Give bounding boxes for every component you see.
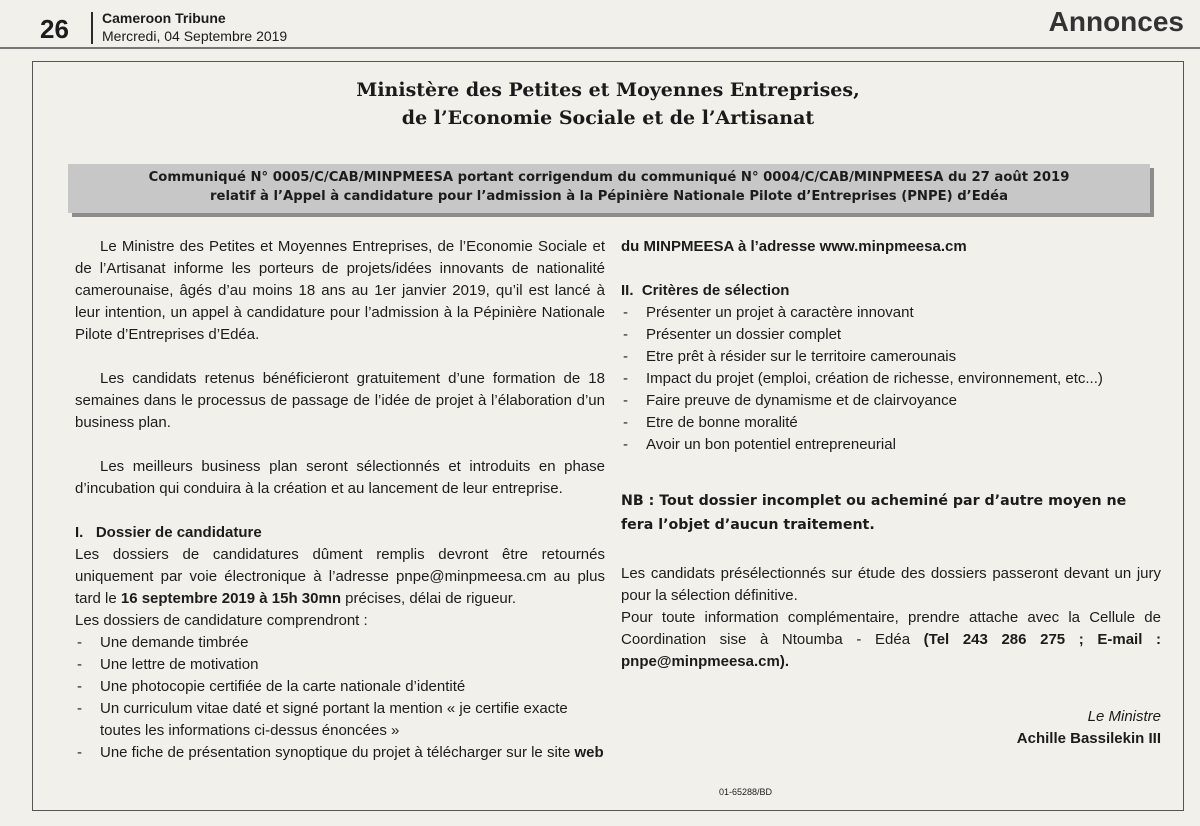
list-item bbox=[75, 742, 605, 764]
ministry-line-1: Ministère des Petites et Moyennes Entreprises, bbox=[356, 79, 860, 101]
intro-paragraph-2: Les candidats retenus bénéficieront gratuitement d’une formation de 18 semaines dans le processus de passage de l’idée de projet à l’élaboration d’un business plan. bbox=[75, 370, 605, 431]
intro-paragraph-3: Les meilleurs business plan seront sélectionnés et introduits en phase d’incubation qui conduira à la création et au lancement de leur entreprise. bbox=[75, 458, 605, 497]
list-item: - Etre de bonne moralité bbox=[621, 412, 1161, 434]
section-title: Annonces bbox=[1048, 6, 1184, 37]
communique-title-line-1: Communiqué N° 0005/C/CAB/MINPMEESA portant corrigendum du communiqué N° 0004/C/CAB/MINPMEESA du 27 août 2019 bbox=[148, 170, 1070, 185]
list-item: - Avoir un bon potentiel entrepreneurial bbox=[621, 434, 1161, 456]
communique-title-line-2: relatif à l’Appel à candidature pour l’admission à la Pépinière Nationale Pilote d’Entreprises (PNPE) d’Edéa bbox=[210, 189, 1008, 204]
page-header bbox=[0, 0, 1200, 48]
section-1-text bbox=[75, 544, 605, 610]
list-item: - Présenter un projet à caractère innovant bbox=[621, 302, 1161, 324]
list-item: - Impact du projet (emploi, création de richesse, environnement, etc...) bbox=[621, 368, 1161, 390]
list-intro: Les dossiers de candidature comprendront : bbox=[75, 612, 368, 629]
contact-details: (Tel 243 286 275 ; E-mail : pnpe@minpmeesa.cm). bbox=[621, 631, 1161, 670]
section-1-text-before: Les dossiers de candidatures dûment remplis devront être retournés uniquement par voie électronique à l’adresse pnpe@minpmeesa.cm au plus tard le bbox=[75, 546, 605, 607]
contact-text-before: Pour toute information complémentaire, prendre attache avec la Cellule de Coordination sise à Ntoumba - Edéa bbox=[621, 609, 1161, 648]
page-number: 26 bbox=[40, 14, 69, 44]
list-item: - Présenter un dossier complet bbox=[621, 324, 1161, 346]
list-item: - Etre prêt à résider sur le territoire camerounais bbox=[621, 346, 1161, 368]
section-2-heading: II. Critères de sélection bbox=[621, 282, 790, 299]
nb-note: NB : Tout dossier incomplet ou acheminé par d’autre moyen ne fera l’objet d’aucun traitement. bbox=[621, 493, 1127, 533]
reference-code: 01-65288/BD bbox=[719, 787, 773, 797]
documents-list bbox=[75, 632, 605, 764]
list-item: - Un curriculum vitae daté et signé portant la mention « je certifie exacte toutes les informations ci-dessus énoncées » bbox=[75, 698, 605, 742]
communique-title bbox=[68, 168, 1150, 206]
list-item: - Une photocopie certifiée de la carte nationale d’identité bbox=[75, 676, 605, 698]
ministry-line-2: de l’Economie Sociale et de l’Artisanat bbox=[401, 107, 815, 129]
list-item-text: Une fiche de présentation synoptique du projet à télécharger sur le site bbox=[100, 744, 575, 761]
signature-name: Achille Bassilekin III bbox=[1016, 730, 1161, 747]
left-column bbox=[75, 236, 605, 764]
list-item-bold: web bbox=[574, 744, 604, 761]
header-rule bbox=[0, 47, 1200, 49]
section-1-text-after: précises, délai de rigueur. bbox=[341, 590, 517, 607]
contact-text bbox=[621, 607, 1161, 673]
list-item: - Faire preuve de dynamisme et de clairvoyance bbox=[621, 390, 1161, 412]
criteria-list bbox=[621, 302, 1161, 456]
ministry-title bbox=[32, 76, 1184, 132]
header-separator bbox=[91, 12, 93, 44]
right-column bbox=[621, 236, 1161, 750]
section-1-heading: I. Dossier de candidature bbox=[75, 524, 262, 541]
publication-date: Mercredi, 04 Septembre 2019 bbox=[102, 28, 288, 44]
list-item: - Une demande timbrée bbox=[75, 632, 605, 654]
list-item: - Une lettre de motivation bbox=[75, 654, 605, 676]
jury-text: Les candidats présélectionnés sur étude des dossiers passeront devant un jury pour la sélection définitive. bbox=[621, 565, 1161, 604]
intro-paragraph-1: Le Ministre des Petites et Moyennes Entreprises, de l’Economie Sociale et de l’Artisanat informe les porteurs de projets/idées innovants de nationalité camerounaise, âgés d’au moins 18 ans au 1er janvier 2019, qu’il est lancé à leur intention, un appel à candidature pour l’admission à la Pépinière Nationale Pilote d’Entreprises d’Edéa. bbox=[75, 238, 605, 343]
continuation-text: du MINPMEESA à l’adresse www.minpmeesa.cm bbox=[621, 238, 967, 255]
deadline: 16 septembre 2019 à 15h 30mn bbox=[120, 590, 341, 607]
publication-name: Cameroon Tribune bbox=[102, 10, 226, 26]
signature-title: Le Ministre bbox=[1087, 708, 1161, 725]
